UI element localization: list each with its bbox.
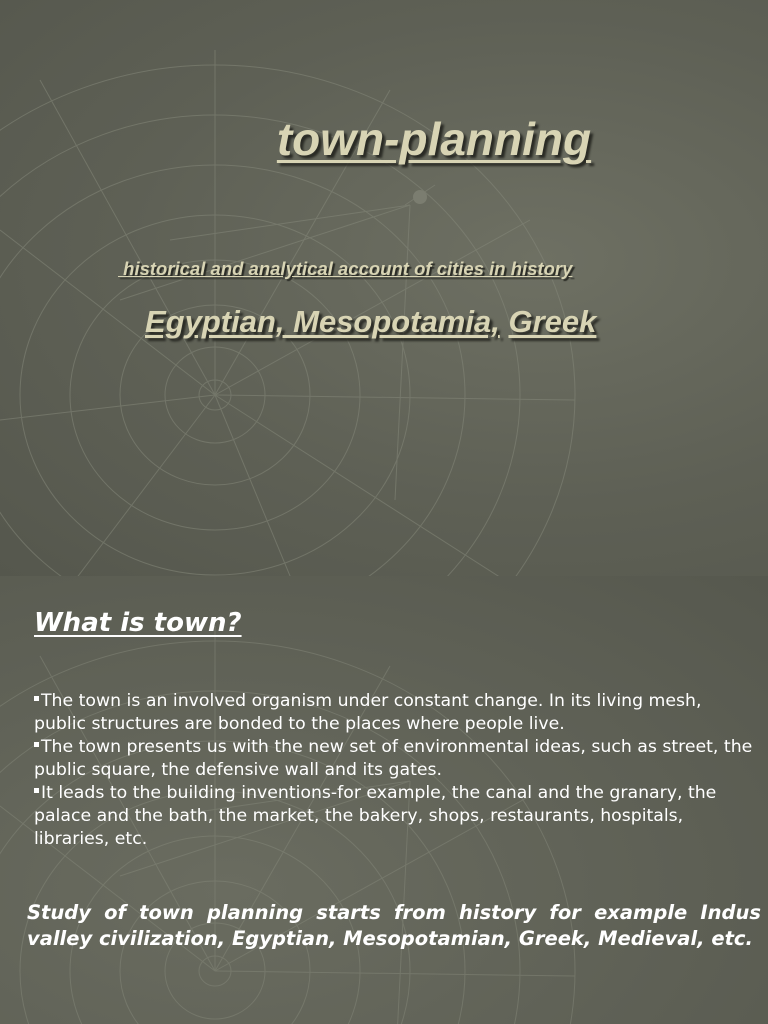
bullet-item: The town is an involved organism under constant change. In its living mesh, public structures are bonded to the places where people live. xyxy=(34,690,754,736)
slide-title-text: town-planning xyxy=(276,113,592,165)
bullet-item: The town presents us with the new set of environmental ideas, such as street, the public square, the defensive wall and its gates. xyxy=(34,737,753,780)
study-paragraph: Study of town planning starts from history for example Indus valley civilization, Egyptian, Mesopotamian, Greek, Medieval, etc. xyxy=(27,901,761,950)
civilizations-line xyxy=(145,304,596,340)
antenna-feed-icon xyxy=(413,190,427,204)
bullet-item: It leads to the building inventions-for example, the canal and the granary, the palace and the bath, the market, the bakery, shops, restaurants, hospitals, libraries, etc. xyxy=(34,782,754,851)
bullet-list xyxy=(34,690,754,851)
civilizations-part-2: Greek xyxy=(508,304,597,339)
civilizations-part-1: Egyptian, Mesopotamia, xyxy=(145,304,500,339)
section-heading: What is town? xyxy=(34,608,242,638)
slide-what-is-town xyxy=(0,576,768,1024)
slide-subtitle: historical and analytical account of cities in history xyxy=(118,258,573,279)
